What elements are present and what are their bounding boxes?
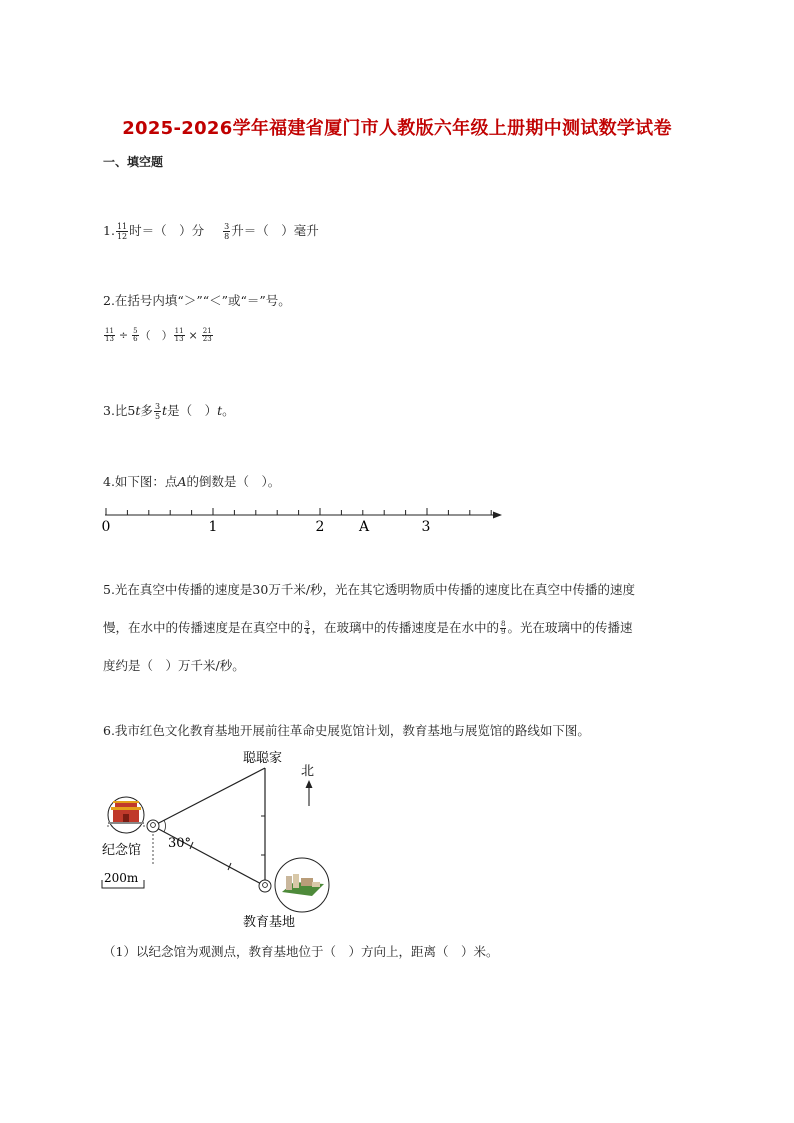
memorial-pin-icon xyxy=(147,820,159,832)
memorial-building-icon xyxy=(108,797,144,833)
q3-fraction: $\frac{3}{5}$ xyxy=(154,402,161,421)
question-2-expression: $\frac{11}{13}$ ÷ $\frac{5}{6}$ （ ） $\frac{11}{13}$ × $\frac{21}{23}$ xyxy=(105,327,212,343)
question-5 xyxy=(103,571,693,685)
q2-fraction-c: $\frac{11}{13}$ xyxy=(174,327,184,343)
label-2: 2 xyxy=(315,519,325,535)
question-4: 4.如下图：点A的倒数是（ ）。 xyxy=(103,474,281,489)
label-0: 0 xyxy=(101,519,111,535)
north-label: 北 xyxy=(301,764,315,779)
angle-label: 30° xyxy=(168,836,192,851)
memorial-label: 纪念馆 xyxy=(102,843,142,858)
question-3: 3.比5t多 $\frac{3}{5}$ t是（ ）t。 xyxy=(103,402,235,421)
q5-fraction-2: $\frac{8}{9}$ xyxy=(501,620,506,636)
q1-fraction-1: $\frac{11}{12}$ xyxy=(116,222,128,241)
number-line-ticks xyxy=(106,508,491,515)
base-pin-icon xyxy=(259,880,271,892)
q1-number: 1. xyxy=(103,223,115,238)
line-memorial-home xyxy=(153,768,265,826)
question-6-sub1: （1）以纪念馆为观测点，教育基地位于（ ）方向上，距离（ ）米。 xyxy=(103,944,499,959)
question-2-text: 2.在括号内填“＞”“＜”或“＝”号。 xyxy=(103,293,291,308)
home-label: 聪聪家 xyxy=(243,751,283,766)
base-building-icon xyxy=(275,858,329,912)
route-diagram xyxy=(98,748,338,933)
base-label: 教育基地 xyxy=(243,915,296,930)
q2-fraction-d: $\frac{21}{23}$ xyxy=(202,327,212,343)
angle-arc xyxy=(164,820,165,832)
label-a: A xyxy=(358,519,370,535)
q5-fraction-1: $\frac{3}{4}$ xyxy=(305,620,310,636)
q1-part2: 升＝（ ）毫升 xyxy=(231,223,319,238)
q5-line2: 慢，在水中的传播速度是在真空中的 $\frac{3}{4}$ ，在玻璃中的传播速度是在水中的 $\frac{8}{9}$ 。光在玻璃中的传播速 xyxy=(103,620,633,636)
number-line xyxy=(100,504,510,536)
q1-part1: 时＝（ ）分 xyxy=(129,223,205,238)
label-1: 1 xyxy=(208,519,218,535)
scale-label: 200m xyxy=(104,871,139,885)
question-1 xyxy=(103,222,319,241)
line-memorial-base xyxy=(153,826,265,886)
q2-fraction-b: $\frac{5}{6}$ xyxy=(133,327,138,343)
section-heading: 一、填空题 xyxy=(103,155,164,169)
q2-fraction-a: $\frac{11}{13}$ xyxy=(105,327,114,343)
q2-blank: （ ） xyxy=(139,329,173,342)
q5-line1: 5.光在真空中传播的速度是30万千米/秒，光在其它透明物质中传播的速度比在真空中传播的速度 xyxy=(103,582,636,597)
q5-line3: 度约是（ ）万千米/秒。 xyxy=(103,658,245,673)
question-6: 6.我市红色文化教育基地开展前往革命史展览馆计划，教育基地与展览馆的路线如下图。 xyxy=(103,723,590,738)
north-arrow-icon xyxy=(306,780,313,806)
label-3: 3 xyxy=(421,519,431,535)
number-line-arrow xyxy=(493,512,502,519)
q1-fraction-2: $\frac{3}{8}$ xyxy=(224,222,230,241)
page-title: 2025-2026学年福建省厦门市人教版六年级上册期中测试数学试卷 xyxy=(122,118,672,139)
